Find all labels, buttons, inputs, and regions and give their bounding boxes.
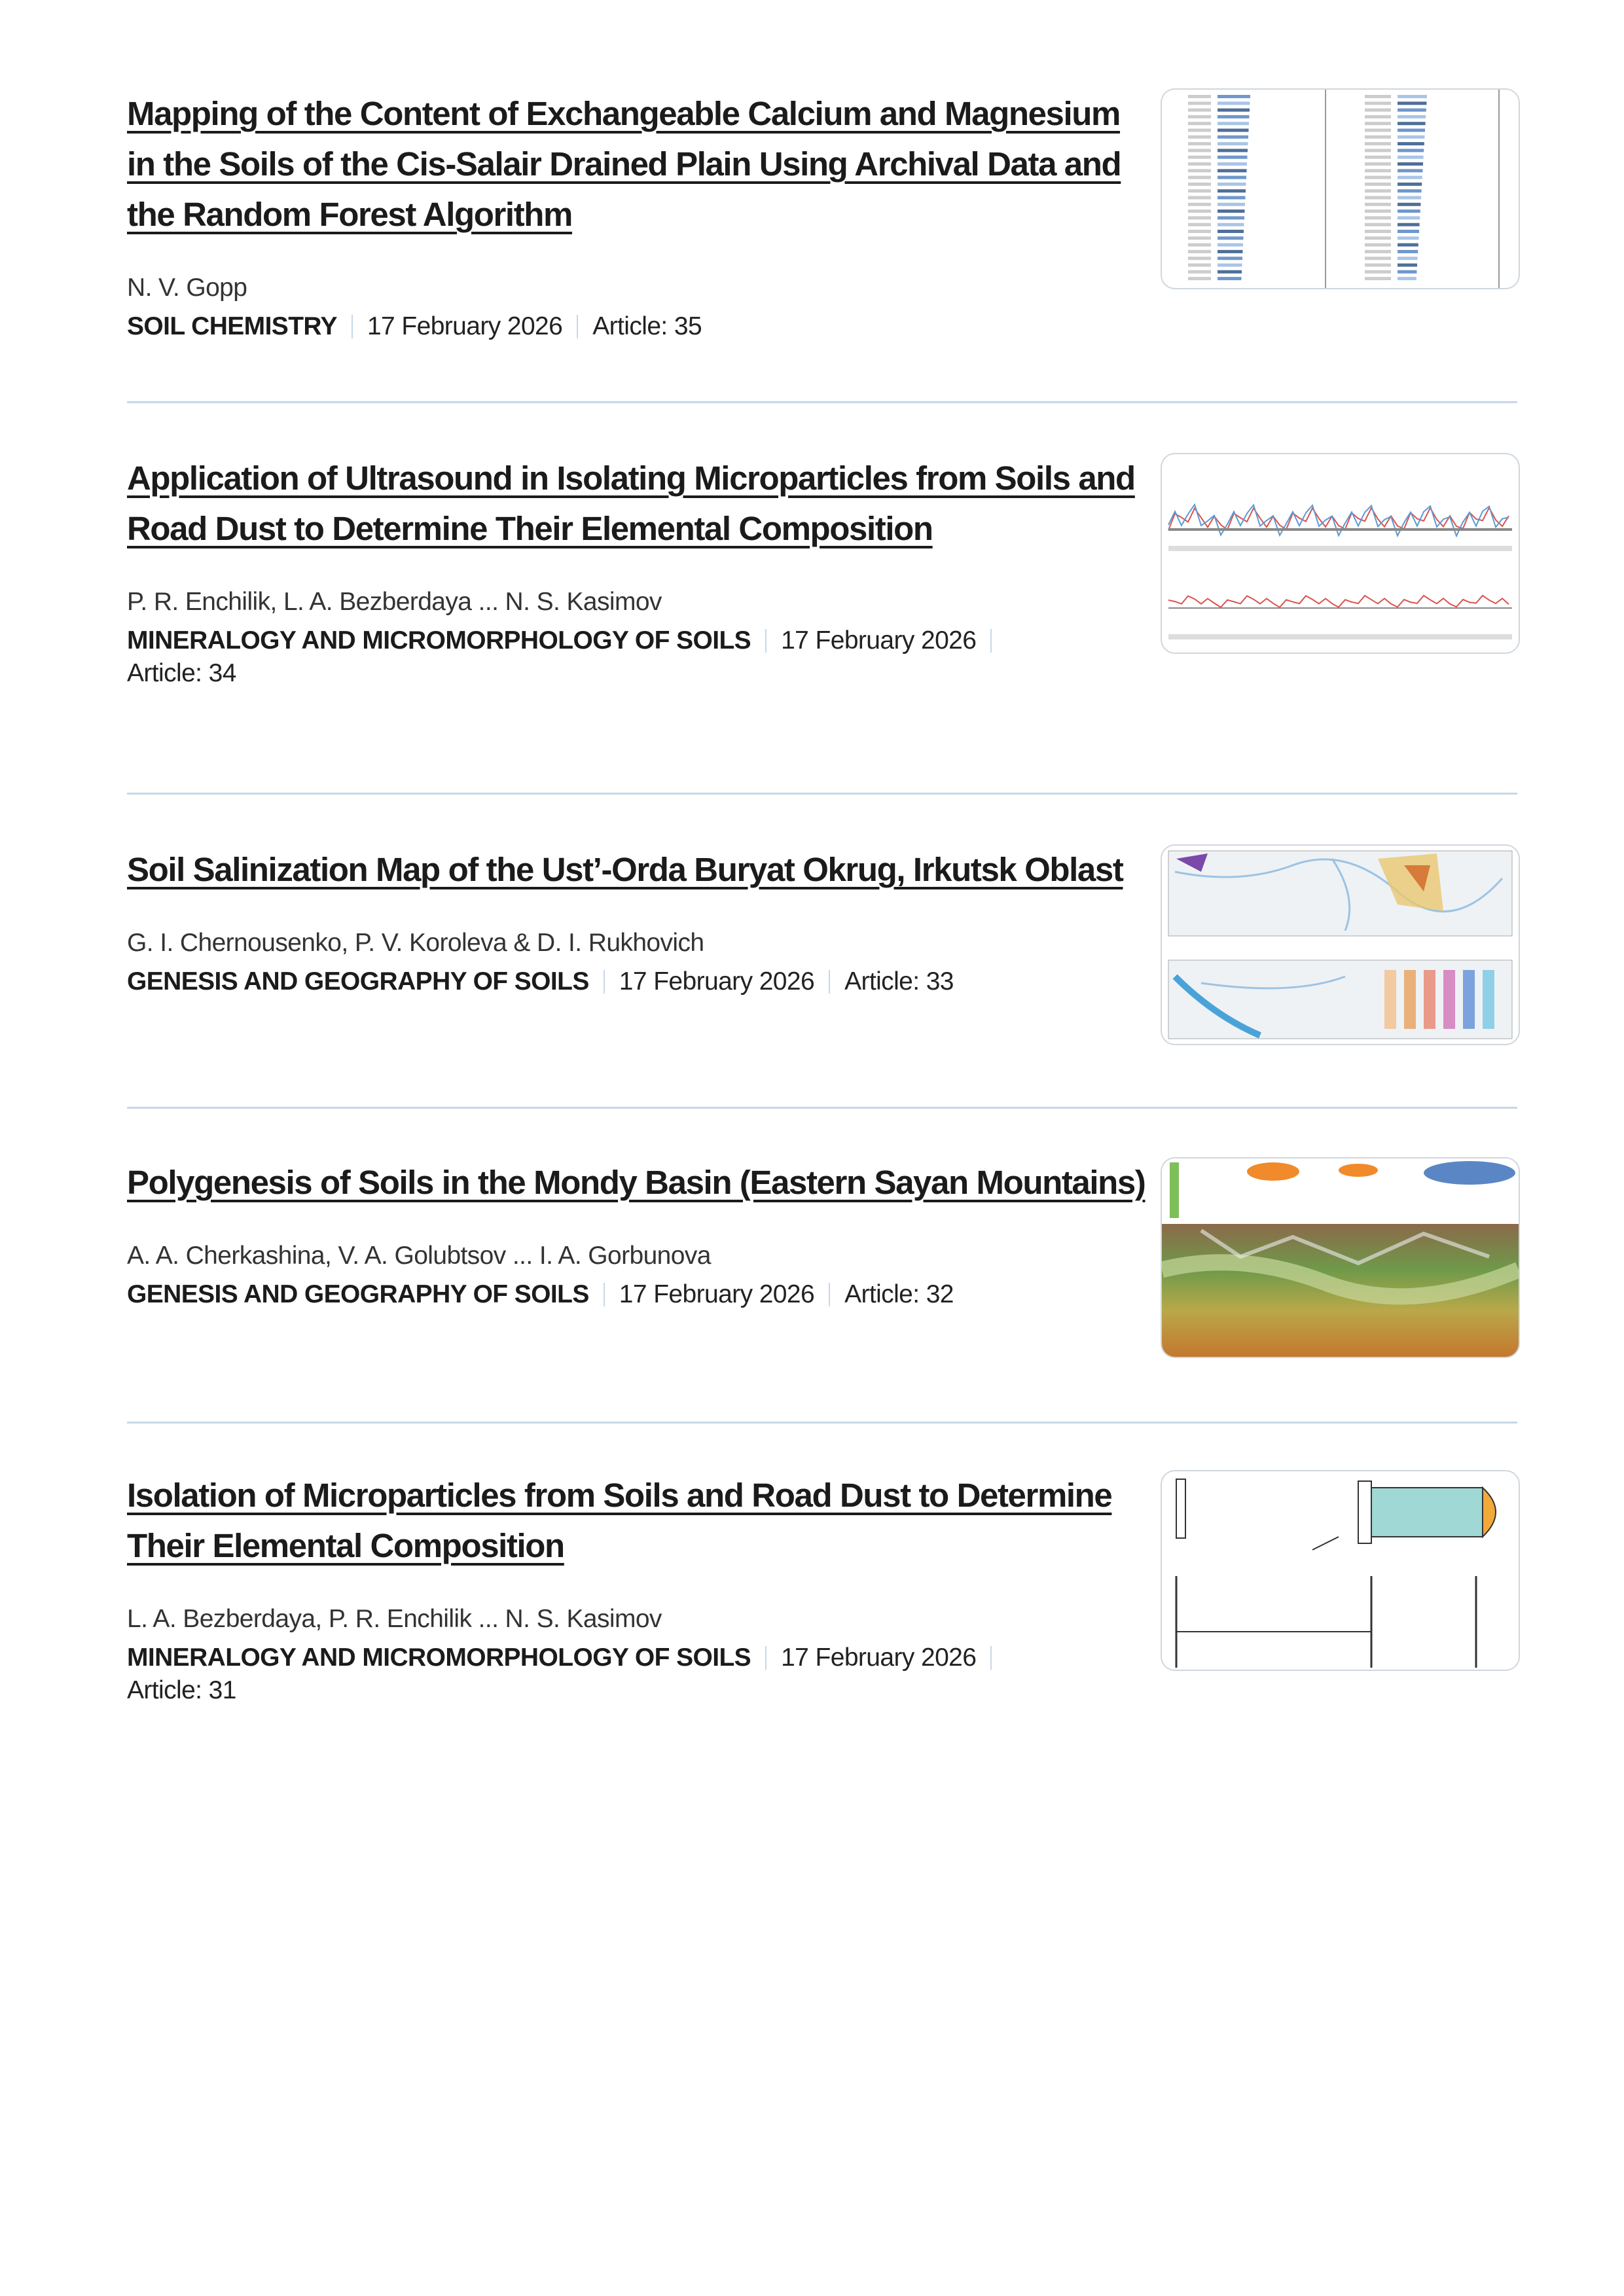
article-number: Article: 33 <box>844 967 954 996</box>
article-title-link[interactable]: Soil Salinization Map of the Ust’-Orda Buryat Okrug, Irkutsk Oblast <box>127 851 1123 888</box>
article-date: 17 February 2026 <box>619 1280 815 1308</box>
article-title-link[interactable]: Application of Ultrasound in Isolating Microparticles from Soils and Road Dust to Determine Their Elemental Composition <box>127 459 1135 547</box>
divider <box>127 793 1517 795</box>
journal-name: MINERALOGY AND MICROMORPHOLOGY OF SOILS <box>127 1643 751 1672</box>
article-meta <box>127 1278 1148 1311</box>
separator <box>829 1283 830 1306</box>
separator <box>765 1646 767 1670</box>
separator <box>577 315 578 338</box>
divider <box>127 1422 1517 1424</box>
separator <box>604 1283 605 1306</box>
article-thumbnail-map[interactable] <box>1161 844 1520 1045</box>
article-item <box>127 453 1517 690</box>
separator <box>829 970 830 994</box>
article-number: Article: 35 <box>592 312 702 340</box>
article-number: Article: 31 <box>127 1676 236 1704</box>
article-authors: A. A. Cherkashina, V. A. Golubtsov ... I. A. Gorbunova <box>127 1242 711 1270</box>
divider <box>127 401 1517 403</box>
article-thumbnail-bar-chart[interactable] <box>1161 88 1520 289</box>
journal-name: MINERALOGY AND MICROMORPHOLOGY OF SOILS <box>127 626 751 655</box>
article-number: Article: 34 <box>127 659 236 687</box>
article-meta <box>127 310 1148 343</box>
article-thumbnail-relief-map[interactable] <box>1161 1157 1520 1358</box>
article-item <box>127 1470 1517 1707</box>
article-title-link[interactable]: Isolation of Microparticles from Soils and Road Dust to Determine Their Elemental Composition <box>127 1477 1112 1564</box>
article-item <box>127 1157 1517 1311</box>
article-item <box>127 88 1517 343</box>
article-number: Article: 32 <box>844 1280 954 1308</box>
article-date: 17 February 2026 <box>619 967 815 996</box>
article-date: 17 February 2026 <box>781 1643 977 1672</box>
article-meta <box>127 624 1148 690</box>
article-authors: N. V. Gopp <box>127 274 247 302</box>
article-thumbnail-diagram[interactable] <box>1161 1470 1520 1671</box>
article-title-link[interactable]: Polygenesis of Soils in the Mondy Basin (Eastern Sayan Mountains) <box>127 1164 1146 1201</box>
journal-name: SOIL CHEMISTRY <box>127 312 337 340</box>
separator <box>352 315 353 338</box>
article-meta <box>127 965 1148 998</box>
article-title-link[interactable]: Mapping of the Content of Exchangeable Calcium and Magnesium in the Soils of the Cis-Salair Drained Plain Using Archival Data and the Random Forest Algorithm <box>127 95 1121 233</box>
article-authors: P. R. Enchilik, L. A. Bezberdaya ... N. S. Kasimov <box>127 588 662 616</box>
article-item <box>127 844 1517 998</box>
journal-name: GENESIS AND GEOGRAPHY OF SOILS <box>127 1280 589 1308</box>
divider <box>127 1107 1517 1109</box>
separator <box>604 970 605 994</box>
article-authors: L. A. Bezberdaya, P. R. Enchilik ... N. S. Kasimov <box>127 1605 662 1633</box>
journal-name: GENESIS AND GEOGRAPHY OF SOILS <box>127 967 589 996</box>
article-date: 17 February 2026 <box>781 626 977 655</box>
separator <box>990 629 992 653</box>
separator <box>990 1646 992 1670</box>
article-date: 17 February 2026 <box>367 312 563 340</box>
separator <box>765 629 767 653</box>
article-meta <box>127 1641 1148 1707</box>
article-thumbnail-line-chart[interactable] <box>1161 453 1520 654</box>
article-authors: G. I. Chernousenko, P. V. Koroleva & D. I. Rukhovich <box>127 929 704 957</box>
